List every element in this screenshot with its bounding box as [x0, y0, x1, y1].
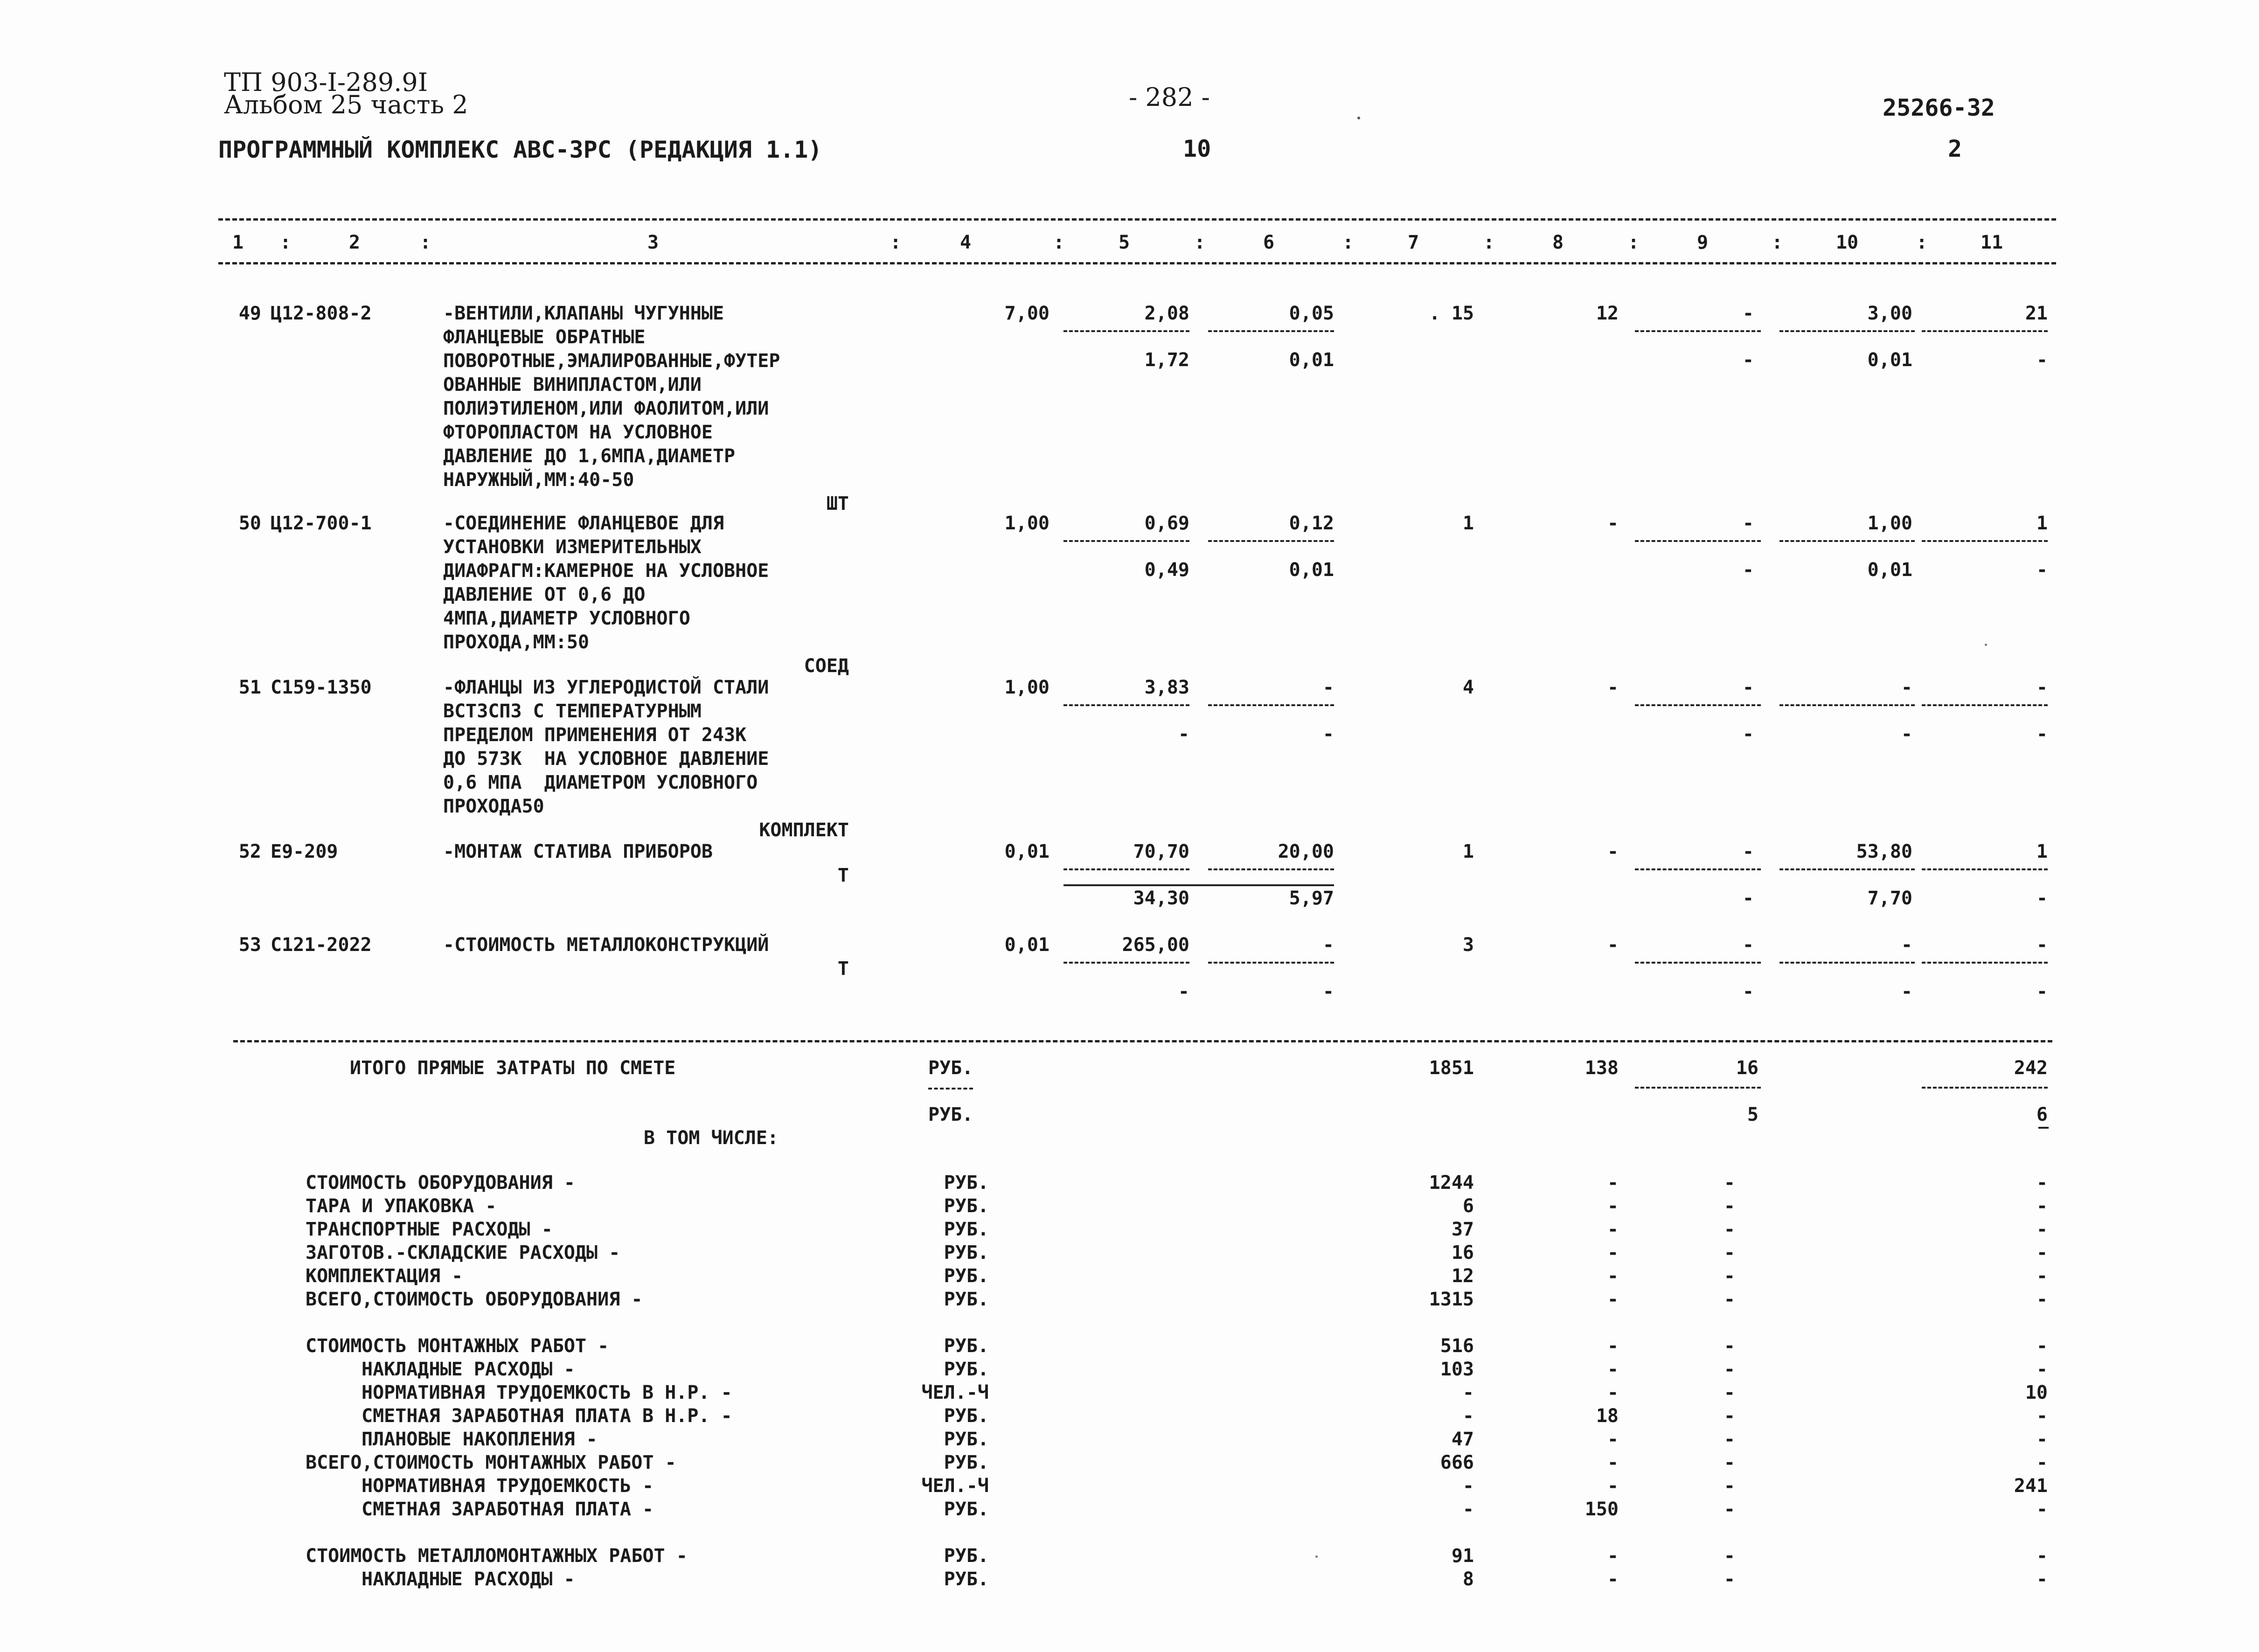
summary-col9: -: [1724, 1289, 1735, 1310]
summary-col8: -: [1607, 1569, 1619, 1590]
scan-speck: [1315, 1555, 1318, 1558]
row-value-c10: 53,80: [1856, 841, 1912, 862]
summary-col8: -: [1607, 1429, 1619, 1450]
row-unit: Т: [837, 865, 849, 886]
row-description-line: -ВЕНТИЛИ,КЛАПАНЫ ЧУГУННЫЕ: [443, 303, 724, 324]
summary-label: СМЕТНАЯ ЗАРАБОТНАЯ ПЛАТА В Н.Р. -: [361, 1405, 732, 1427]
row-lower-value-c9b: -: [1742, 349, 1754, 371]
summary-col7: 37: [1451, 1219, 1474, 1240]
summary-col9: -: [1724, 1429, 1735, 1450]
summary-unit: РУБ.: [944, 1289, 989, 1310]
section-number: 10: [1183, 135, 1211, 162]
summary-col11: -: [2036, 1569, 2048, 1590]
row-unit: КОМПЛЕКТ: [759, 819, 849, 841]
row-description-line: НАРУЖНЫЙ,ММ:40-50: [443, 469, 634, 491]
row-lower-value-c5b: -: [1178, 981, 1189, 1002]
col-header-3: 3: [647, 232, 659, 253]
total-col11: 242: [2014, 1057, 2048, 1079]
row-code: Ц12-808-2: [271, 303, 372, 324]
row-description-line: ФЛАНЦЕВЫЕ ОБРАТНЫЕ: [443, 326, 646, 348]
col-header-6: 6: [1263, 232, 1275, 253]
row-value-c9: -: [1742, 934, 1754, 956]
summary-col9: -: [1724, 1405, 1735, 1427]
row-number: 49: [238, 303, 261, 324]
row-separator: [1208, 868, 1334, 870]
total-col11-lower: 6: [2036, 1104, 2048, 1125]
row-separator: [1208, 540, 1334, 542]
row-unit: ШТ: [826, 493, 849, 514]
summary-col8: 18: [1596, 1405, 1619, 1427]
summary-col8: -: [1607, 1289, 1619, 1310]
summary-col11: -: [2036, 1265, 2048, 1287]
row-separator: [1063, 704, 1189, 706]
summary-col11: -: [2036, 1545, 2048, 1567]
total-col9: 16: [1736, 1057, 1759, 1079]
col-header-9: 9: [1696, 232, 1709, 253]
row-value-c11: -: [2036, 934, 2048, 956]
row-lower-value-c6b: 0,01: [1289, 349, 1334, 371]
row-lower-value-c5b: 34,30: [1133, 888, 1189, 909]
row-value-c5: 3,83: [1144, 677, 1189, 698]
row-value-c6: -: [1322, 934, 1334, 956]
summary-col7: 6: [1462, 1195, 1474, 1217]
summary-unit: РУБ.: [944, 1335, 989, 1357]
row-lower-value-c11b: -: [2036, 888, 2048, 909]
summary-col9: -: [1724, 1195, 1735, 1217]
row-lower-value-c5b: 0,49: [1144, 559, 1189, 581]
row-value-c10: 3,00: [1867, 303, 1912, 324]
summary-col7: -: [1462, 1405, 1474, 1427]
row-value-c6: 0,05: [1289, 303, 1334, 324]
row-value-c8: -: [1607, 934, 1619, 956]
summary-col9: -: [1724, 1265, 1735, 1287]
row-separator: [1208, 962, 1334, 964]
summary-col8: -: [1607, 1219, 1619, 1240]
row-lower-value-c5b: -: [1178, 723, 1189, 745]
col-header-5: 5: [1118, 232, 1130, 253]
row-lower-value-c6b: -: [1322, 723, 1334, 745]
row-description-line: ФТОРОПЛАСТОМ НА УСЛОВНОЕ: [443, 422, 713, 443]
summary-label: СТОИМОСТЬ МОНТАЖНЫХ РАБОТ -: [306, 1335, 609, 1357]
row-lower-value-c11b: -: [2036, 981, 2048, 1002]
row-value-c7: . 15: [1429, 303, 1474, 324]
summary-col11: -: [2036, 1242, 2048, 1263]
summary-col11: -: [2036, 1219, 2048, 1240]
summary-col7: 103: [1440, 1359, 1474, 1380]
summary-label: ВСЕГО,СТОИМОСТЬ ОБОРУДОВАНИЯ -: [306, 1289, 643, 1310]
summary-col11: -: [2036, 1499, 2048, 1520]
row-lower-value-c10b: 7,70: [1867, 888, 1912, 909]
summary-col8: -: [1607, 1359, 1619, 1380]
summary-col9: -: [1724, 1219, 1735, 1240]
row-separator: [1635, 868, 1761, 870]
summary-label: СТОИМОСТЬ МЕТАЛЛОМОНТАЖНЫХ РАБОТ -: [306, 1545, 688, 1567]
row-code: Е9-209: [271, 841, 338, 862]
summary-unit: РУБ.: [944, 1242, 989, 1263]
row-code: С121-2022: [271, 934, 372, 956]
row-lower-value-c11b: -: [2036, 349, 2048, 371]
summary-col8: -: [1607, 1195, 1619, 1217]
row-description-line: ПОВОРОТНЫЕ,ЭМАЛИРОВАННЫЕ,ФУТЕР: [443, 350, 780, 372]
summary-col7: 8: [1462, 1569, 1474, 1590]
row-separator: [1779, 540, 1915, 542]
row-value-c6: 20,00: [1278, 841, 1334, 862]
row-underline: [1063, 884, 1334, 886]
col-header-8: 8: [1552, 232, 1564, 253]
row-lower-value-c6b: -: [1322, 981, 1334, 1002]
row-description-line: -ФЛАНЦЫ ИЗ УГЛЕРОДИСТОЙ СТАЛИ: [443, 677, 769, 698]
row-value-c7: 1: [1462, 513, 1474, 534]
row-value-c4: 1,00: [1004, 513, 1050, 534]
summary-unit: РУБ.: [944, 1452, 989, 1473]
summary-unit: РУБ.: [944, 1569, 989, 1590]
summary-unit: РУБ.: [944, 1405, 989, 1427]
summary-col9: -: [1724, 1359, 1735, 1380]
row-lower-value-c10b: 0,01: [1867, 349, 1912, 371]
row-value-c10: 1,00: [1867, 513, 1912, 534]
row-value-c4: 1,00: [1004, 677, 1050, 698]
col-header-1: 1: [232, 232, 244, 253]
summary-unit: РУБ.: [944, 1195, 989, 1217]
row-lower-value-c9b: -: [1742, 723, 1754, 745]
summary-col9: -: [1724, 1499, 1735, 1520]
document-page: ТП 903-I-289.9I Альбом 25 часть 2 - 282 - 25266-32 ПРОГРАММНЫЙ КОМПЛЕКС АВС-3РС (РЕДАКЦИЯ 1.1) 10 2 1 2 3 4 5 6 7 8 9 10 11 : : : : : : : : : : 49 Ц12-808-2 -ВЕНТИЛИ,КЛАПАНЫ ЧУГУННЫЕ ФЛАНЦЕВЫЕ ОБРАТНЫЕ ПОВОРОТНЫЕ,ЭМАЛИРОВАННЫЕ,ФУТЕР ОВАННЫЕ ВИНИПЛАСТОМ,ИЛИ ПОЛИЭТИЛЕНОМ,ИЛИ ФАОЛИТОМ,ИЛИ ФТОРОПЛАСТОМ НА УСЛОВНОЕ ДАВЛЕНИЕ ДО 1,6МПА,ДИАМЕТР НАРУЖНЫЙ,ММ:40-50 ШТ 7,00 2,08 0,05 . 15 12 - 3,00 21 1,72 0,01 - 0,01 - 50 Ц12-700-1 -СОЕДИНЕНИЕ ФЛАНЦЕВОЕ ДЛЯ УСТАНОВКИ ИЗМЕРИТЕЛЬНЫХ ДИАФРАГМ:КАМЕРНОЕ НА УСЛОВНОЕ ДАВЛЕНИЕ ОТ 0,6 ДО 4МПА,ДИАМЕТР УСЛОВНОГО ПРОХОДА,ММ:50 СОЕД 1,00 0,69 0,12 1 - - 1,00 1 0,49 0,01 - 0,01 - 51 С159-1350 -ФЛАНЦЫ ИЗ УГЛЕРОДИСТОЙ СТАЛИ ВСТ3СП3 С ТЕМПЕРАТУРНЫМ ПРЕДЕЛОМ ПРИМЕНЕНИЯ ОТ 243К ДО 573К НА УСЛОВНОЕ ДАВЛЕНИЕ 0,6 МПА ДИАМЕТРОМ УСЛОВНОГО ПРОХОДА50 КОМПЛЕКТ 1,00 3,83 - 4 - - - - - - - - - 52 Е9-209 -МОНТАЖ СТАТИВА ПРИБОРОВ Т 0,01 70,70 20,00 1 - - 53,80 1 34,30 5,97 - 7,70 - 53 С121-2022 -СТОИМОСТЬ МЕТАЛЛОКОНСТРУКЦИЙ Т 0,01 265,00 - 3 - - - - - - - - - ИТОГО ПРЯМЫЕ ЗАТРАТЫ ПО СМЕТЕ РУБ. 1851 138 16 242 РУБ. 5 6 В ТОМ ЧИСЛЕ: СТОИМОСТЬ ОБОРУДОВАНИЯ - РУБ. 1244 - - - ТАРА И УПАКОВКА - РУБ. 6 - - - ТРАНСПОРТНЫЕ РАСХОДЫ - РУБ. 37 - - - ЗАГОТОВ.-СКЛАДСКИЕ РАСХОДЫ - РУБ. 16 - - - КОМПЛЕКТАЦИЯ - РУБ. 12 - - - ВСЕГО,СТОИМОСТЬ ОБОРУДОВАНИЯ - РУБ. 1315 - - - СТОИМОСТЬ МОНТАЖНЫХ РАБОТ - РУБ. 516 - - - НАКЛАДНЫЕ РАСХОДЫ - РУБ. 103 - - - НОРМАТИВНАЯ ТРУДОЕМКОСТЬ В Н.Р. - ЧЕЛ.-Ч - - - 10 СМЕТНАЯ ЗАРАБОТНАЯ ПЛАТА В Н.Р. - РУБ. - 18 - - ПЛАНОВЫЕ НАКОПЛЕНИЯ - РУБ. 47 - - - ВСЕГО,СТОИМОСТЬ МОНТАЖНЫХ РАБОТ - РУБ. 666 - - - НОРМАТИВНАЯ ТРУДОЕМКОСТЬ - ЧЕЛ.-Ч - - - 241 СМЕТНАЯ ЗАРАБОТНАЯ ПЛАТА - РУБ. - 150 - - СТОИМОСТЬ МЕТАЛЛОМОНТАЖНЫХ РАБОТ - РУБ. 91 - - - НАКЛАДНЫЕ РАСХОДЫ - РУБ. 8 - - -: [0, 0, 2259, 1652]
row-lower-value-c6b: 5,97: [1289, 888, 1334, 909]
table-header-rule: [218, 262, 2056, 264]
row-value-c7: 3: [1462, 934, 1474, 956]
row-separator: [1922, 868, 2048, 870]
total-label: ИТОГО ПРЯМЫЕ ЗАТРАТЫ ПО СМЕТЕ: [350, 1057, 676, 1079]
summary-col7: 47: [1451, 1429, 1474, 1450]
summary-col11: -: [2036, 1335, 2048, 1357]
row-separator: [1779, 330, 1915, 332]
row-description-line: ОВАННЫЕ ВИНИПЛАСТОМ,ИЛИ: [443, 374, 702, 396]
summary-col11: -: [2036, 1172, 2048, 1194]
summary-col9: -: [1724, 1452, 1735, 1473]
summary-col11: -: [2036, 1452, 2048, 1473]
summary-col7: 1244: [1429, 1172, 1474, 1194]
summary-label: ТАРА И УПАКОВКА -: [306, 1195, 497, 1217]
row-separator: [1063, 868, 1189, 870]
row-value-c5: 0,69: [1144, 513, 1189, 534]
row-unit: СОЕД: [804, 655, 849, 677]
row-separator: [1922, 962, 2048, 964]
sheet-number: 2: [1948, 135, 1962, 162]
summary-col9: -: [1724, 1569, 1735, 1590]
summary-col8: -: [1607, 1265, 1619, 1287]
including-label: В ТОМ ЧИСЛЕ:: [644, 1127, 778, 1149]
scan-speck: [1985, 644, 1987, 646]
col-header-11: 11: [1980, 232, 2003, 253]
summary-col11: -: [2036, 1429, 2048, 1450]
row-value-c6: 0,12: [1289, 513, 1334, 534]
row-separator: [1208, 330, 1334, 332]
summary-col9: -: [1724, 1382, 1735, 1403]
summary-col7: 91: [1451, 1545, 1474, 1567]
row-lower-value-c11b: -: [2036, 559, 2048, 581]
row-value-c7: 1: [1462, 841, 1474, 862]
summary-col7: 666: [1440, 1452, 1474, 1473]
summary-label: НОРМАТИВНАЯ ТРУДОЕМКОСТЬ -: [361, 1475, 654, 1497]
page-number: - 282 -: [1129, 83, 1210, 112]
row-lower-value-c10b: -: [1901, 723, 1912, 745]
total-col7: 1851: [1429, 1057, 1474, 1079]
summary-col11: -: [2036, 1359, 2048, 1380]
row-description-line: ПРОХОДА,ММ:50: [443, 632, 590, 653]
row-value-c9: -: [1742, 841, 1754, 862]
row-separator: [1779, 962, 1915, 964]
col-header-2: 2: [348, 232, 361, 253]
row-separator: [1063, 540, 1189, 542]
album-info: Альбом 25 часть 2: [224, 90, 468, 119]
summary-label: НАКЛАДНЫЕ РАСХОДЫ -: [361, 1359, 575, 1380]
summary-col8: -: [1607, 1242, 1619, 1263]
row-value-c8: -: [1607, 513, 1619, 534]
row-lower-value-c6b: 0,01: [1289, 559, 1334, 581]
row-lower-value-c9b: -: [1742, 888, 1754, 909]
row-description-line: ДАВЛЕНИЕ ДО 1,6МПА,ДИАМЕТР: [443, 445, 736, 467]
row-separator: [1635, 330, 1761, 332]
row-separator: [1635, 962, 1761, 964]
col-header-4: 4: [959, 232, 972, 253]
summary-label: СТОИМОСТЬ ОБОРУДОВАНИЯ -: [306, 1172, 575, 1194]
row-value-c9: -: [1742, 513, 1754, 534]
col-header-7: 7: [1407, 232, 1419, 253]
row-lower-value-c11b: -: [2036, 723, 2048, 745]
summary-label: СМЕТНАЯ ЗАРАБОТНАЯ ПЛАТА -: [361, 1499, 654, 1520]
summary-col8: -: [1607, 1382, 1619, 1403]
row-separator: [1779, 704, 1915, 706]
summary-col9: -: [1724, 1475, 1735, 1497]
summary-col9: -: [1724, 1545, 1735, 1567]
summary-label: ПЛАНОВЫЕ НАКОПЛЕНИЯ -: [361, 1429, 598, 1450]
summary-col9: -: [1724, 1335, 1735, 1357]
row-lower-value-c9b: -: [1742, 981, 1754, 1002]
summary-col11: -: [2036, 1195, 2048, 1217]
row-value-c4: 0,01: [1004, 934, 1050, 956]
row-value-c4: 7,00: [1004, 303, 1050, 324]
summary-col8: -: [1607, 1172, 1619, 1194]
row-value-c9: -: [1742, 677, 1754, 698]
col-header-10: 10: [1835, 232, 1859, 253]
row-value-c8: 12: [1596, 303, 1619, 324]
summary-unit: ЧЕЛ.-Ч: [921, 1382, 989, 1403]
row-separator: [1922, 330, 2048, 332]
summary-col8: 150: [1585, 1499, 1619, 1520]
summary-col7: 1315: [1429, 1289, 1474, 1310]
summary-col8: -: [1607, 1452, 1619, 1473]
row-lower-value-c5b: 1,72: [1144, 349, 1189, 371]
scan-speck: [1357, 117, 1360, 119]
row-separator: [1779, 868, 1915, 870]
summary-unit: РУБ.: [944, 1265, 989, 1287]
totals-rule: [233, 1040, 2052, 1042]
row-description-line: ДИАФРАГМ:КАМЕРНОЕ НА УСЛОВНОЕ: [443, 560, 769, 582]
row-value-c4: 0,01: [1004, 841, 1050, 862]
row-description-line: -МОНТАЖ СТАТИВА ПРИБОРОВ: [443, 841, 713, 862]
row-description-line: ВСТ3СП3 С ТЕМПЕРАТУРНЫМ: [443, 701, 702, 722]
summary-label: НОРМАТИВНАЯ ТРУДОЕМКОСТЬ В Н.Р. -: [361, 1382, 732, 1403]
row-description-line: ДО 573К НА УСЛОВНОЕ ДАВЛЕНИЕ: [443, 748, 769, 770]
summary-label: КОМПЛЕКТАЦИЯ -: [306, 1265, 463, 1287]
summary-col8: -: [1607, 1475, 1619, 1497]
row-lower-value-c10b: -: [1901, 981, 1912, 1002]
summary-col11: 10: [2025, 1382, 2048, 1403]
summary-unit: РУБ.: [944, 1429, 989, 1450]
row-number: 51: [238, 677, 261, 698]
row-number: 50: [238, 513, 261, 534]
row-separator: [1063, 962, 1189, 964]
summary-unit: РУБ.: [944, 1359, 989, 1380]
summary-col11: -: [2036, 1405, 2048, 1427]
summary-col7: -: [1462, 1382, 1474, 1403]
sheet-id: 25266-32: [1883, 94, 1995, 121]
row-value-c6: -: [1322, 677, 1334, 698]
row-separator: [1635, 540, 1761, 542]
row-lower-value-c10b: 0,01: [1867, 559, 1912, 581]
row-lower-value-c9b: -: [1742, 559, 1754, 581]
row-value-c11: -: [2036, 677, 2048, 698]
table-top-rule: [218, 218, 2056, 221]
row-description-line: -СТОИМОСТЬ МЕТАЛЛОКОНСТРУКЦИЙ: [443, 934, 769, 956]
row-separator: [1063, 330, 1189, 332]
row-value-c7: 4: [1462, 677, 1474, 698]
total-col9-lower: 5: [1747, 1104, 1759, 1125]
summary-label: ТРАНСПОРТНЫЕ РАСХОДЫ -: [306, 1219, 553, 1240]
row-unit: Т: [837, 958, 849, 979]
row-value-c11: 1: [2036, 513, 2048, 534]
row-separator: [1635, 704, 1761, 706]
summary-unit: РУБ.: [944, 1172, 989, 1194]
doc-code: ТП 903-I-289.9I: [224, 68, 428, 97]
row-description-line: ПОЛИЭТИЛЕНОМ,ИЛИ ФАОЛИТОМ,ИЛИ: [443, 398, 769, 419]
total-unit: РУБ.: [928, 1057, 973, 1079]
row-value-c5: 70,70: [1133, 841, 1189, 862]
summary-label: ВСЕГО,СТОИМОСТЬ МОНТАЖНЫХ РАБОТ -: [306, 1452, 676, 1473]
row-description-line: 0,6 МПА ДИАМЕТРОМ УСЛОВНОГО: [443, 772, 758, 793]
summary-col11: -: [2036, 1289, 2048, 1310]
summary-unit: РУБ.: [944, 1499, 989, 1520]
row-description-line: ПРОХОДА50: [443, 796, 544, 817]
row-description-line: ПРЕДЕЛОМ ПРИМЕНЕНИЯ ОТ 243К: [443, 724, 747, 746]
row-value-c5: 2,08: [1144, 303, 1189, 324]
summary-col7: -: [1462, 1475, 1474, 1497]
row-separator: [1208, 704, 1334, 706]
summary-col7: 516: [1440, 1335, 1474, 1357]
row-number: 52: [238, 841, 261, 862]
summary-col9: -: [1724, 1242, 1735, 1263]
row-value-c5: 265,00: [1122, 934, 1189, 956]
row-value-c10: -: [1901, 677, 1912, 698]
row-description-line: 4МПА,ДИАМЕТР УСЛОВНОГО: [443, 608, 690, 629]
row-number: 53: [238, 934, 261, 956]
row-value-c10: -: [1901, 934, 1912, 956]
summary-label: НАКЛАДНЫЕ РАСХОДЫ -: [361, 1569, 575, 1590]
row-description-line: УСТАНОВКИ ИЗМЕРИТЕЛЬНЫХ: [443, 536, 702, 558]
row-value-c8: -: [1607, 841, 1619, 862]
row-value-c11: 1: [2036, 841, 2048, 862]
total-col8: 138: [1585, 1057, 1619, 1079]
row-value-c9: -: [1742, 303, 1754, 324]
program-title: ПРОГРАММНЫЙ КОМПЛЕКС АВС-3РС (РЕДАКЦИЯ 1.1): [218, 136, 822, 163]
row-value-c8: -: [1607, 677, 1619, 698]
summary-col7: -: [1462, 1499, 1474, 1520]
row-separator: [1922, 704, 2048, 706]
summary-col7: 16: [1451, 1242, 1474, 1263]
row-description-line: -СОЕДИНЕНИЕ ФЛАНЦЕВОЕ ДЛЯ: [443, 513, 724, 534]
summary-col9: -: [1724, 1172, 1735, 1194]
summary-col7: 12: [1451, 1265, 1474, 1287]
total-unit-2: РУБ.: [928, 1104, 973, 1125]
summary-col11: 241: [2014, 1475, 2048, 1497]
row-value-c11: 21: [2025, 303, 2048, 324]
summary-unit: ЧЕЛ.-Ч: [921, 1475, 989, 1497]
summary-unit: РУБ.: [944, 1545, 989, 1567]
summary-label: ЗАГОТОВ.-СКЛАДСКИЕ РАСХОДЫ -: [306, 1242, 620, 1263]
summary-col8: -: [1607, 1335, 1619, 1357]
row-separator: [1922, 540, 2048, 542]
summary-unit: РУБ.: [944, 1219, 989, 1240]
summary-col8: -: [1607, 1545, 1619, 1567]
row-description-line: ДАВЛЕНИЕ ОТ 0,6 ДО: [443, 584, 646, 605]
row-code: С159-1350: [271, 677, 372, 698]
row-code: Ц12-700-1: [271, 513, 372, 534]
